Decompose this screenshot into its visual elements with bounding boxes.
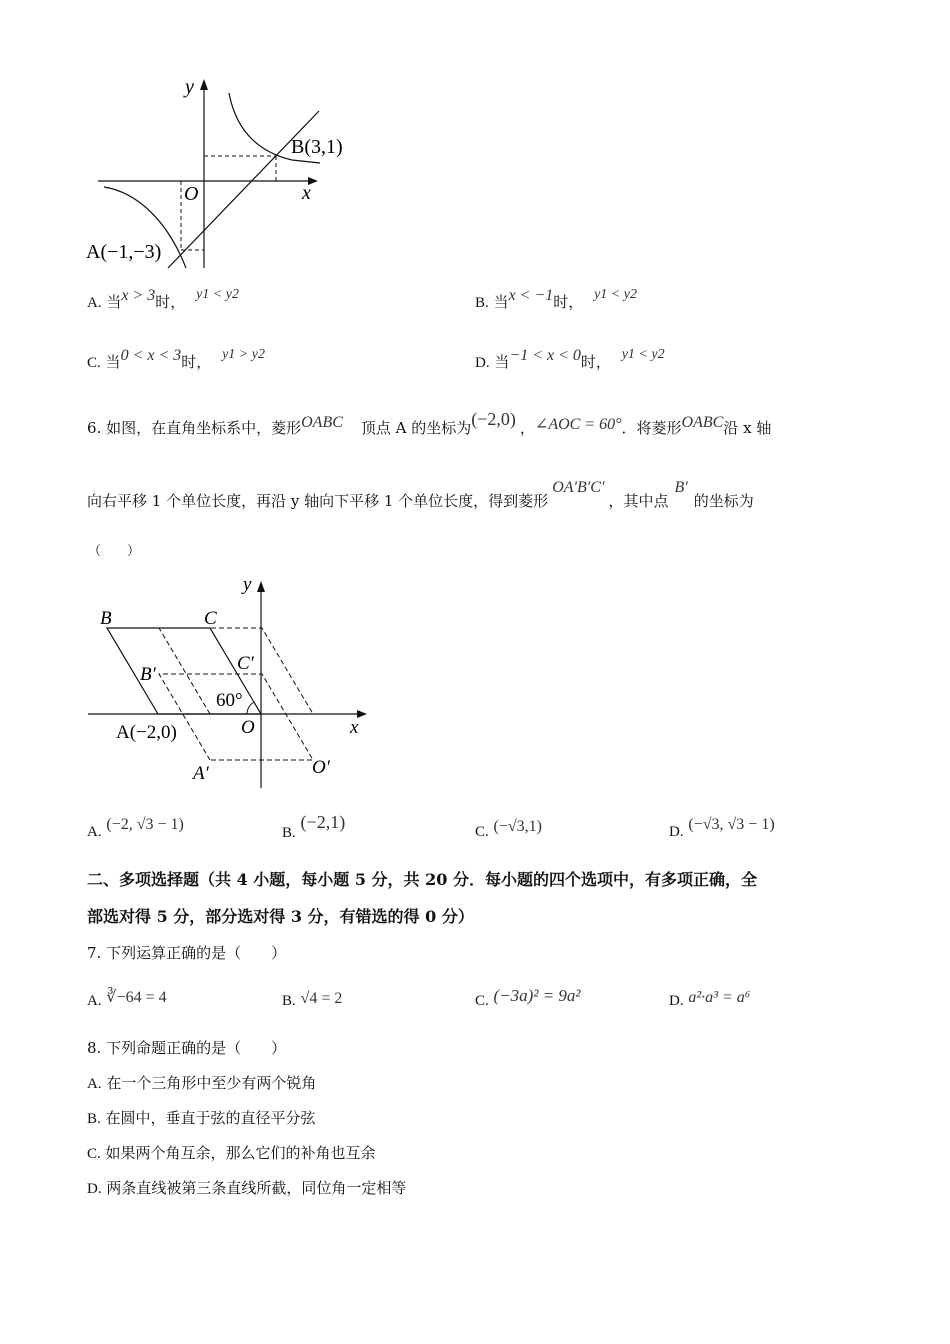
q7-stem: 7. 下列运算正确的是（ ） — [87, 944, 287, 962]
option-result: y1 > y2 — [222, 347, 265, 362]
q7-option-d[interactable] — [669, 990, 750, 1011]
option-value: (−2, √3 − 1) — [106, 816, 184, 833]
option-value: (−√3,1) — [493, 818, 543, 835]
q6-m3: ∠AOC = 60° — [534, 416, 622, 433]
option-label: C. — [87, 1146, 101, 1162]
q6-y-label: y — [243, 574, 252, 595]
q6-option-d[interactable] — [669, 816, 775, 842]
q5-point-b-label: B(3,1) — [291, 136, 343, 158]
option-label: B. — [282, 825, 296, 841]
q6-text3: ， — [519, 419, 535, 437]
option-suffix: 时， — [553, 293, 584, 311]
q6-text4: ．将菱形 — [621, 419, 682, 437]
option-label: D. — [475, 355, 490, 371]
q6-op-label: O′ — [312, 757, 330, 778]
q6-bp-label: B′ — [140, 664, 156, 685]
q6-option-a[interactable] — [87, 816, 184, 842]
q6-option-b[interactable] — [282, 812, 346, 843]
option-prefix: 当 — [493, 293, 509, 311]
option-prefix: 当 — [494, 353, 510, 371]
q8-option-d[interactable] — [87, 1178, 406, 1199]
q6-m6: B′ — [674, 479, 688, 496]
q5-option-a[interactable] — [87, 287, 239, 314]
q5-option-d[interactable] — [475, 347, 665, 374]
q5-point-a-label: A(−1,−3) — [86, 241, 162, 263]
option-label: C. — [475, 824, 489, 840]
q8-option-c[interactable] — [87, 1143, 376, 1164]
option-suffix: 时， — [155, 293, 186, 311]
q8-stem: 8. 下列命题正确的是（ ） — [87, 1039, 287, 1057]
q5-x-label: x — [302, 182, 311, 204]
q8-option-b[interactable] — [87, 1108, 316, 1129]
q6-m5: OA′B′C′ — [552, 479, 605, 496]
section-heading-line2: 部选对得 5 分，部分选对得 3 分，有错选的得 0 分） — [87, 907, 474, 926]
option-label: B. — [87, 1111, 101, 1127]
option-text: 在圆中，垂直于弦的直径平分弦 — [105, 1109, 316, 1127]
option-value: √4 = 2 — [300, 990, 343, 1007]
option-label: D. — [669, 993, 684, 1009]
option-text: 两条直线被第三条直线所截，同位角一定相等 — [106, 1179, 407, 1197]
q6-stem-line1 — [87, 409, 772, 439]
question-number: 6. — [87, 419, 102, 437]
q6-text2: 顶点 A 的坐标为 — [360, 419, 472, 437]
option-label: C. — [475, 993, 489, 1009]
q6-line2b: ，其中点 — [608, 492, 669, 510]
q5-origin-label: O — [184, 183, 199, 205]
option-label: D. — [87, 1181, 102, 1197]
option-result: y1 < y2 — [594, 287, 637, 302]
option-value: (−√3, √3 − 1) — [688, 816, 775, 833]
q6-figure — [85, 570, 370, 790]
option-text: 如果两个角互余，那么它们的补角也互余 — [105, 1144, 376, 1162]
option-condition: x > 3 — [121, 287, 156, 304]
q6-text5: 沿 x 轴 — [723, 419, 772, 437]
q6-o-label: O — [241, 717, 255, 738]
option-prefix: 当 — [106, 293, 122, 311]
q6-cp-label: C′ — [237, 653, 254, 674]
option-value: (−2,1) — [300, 812, 346, 832]
option-value: a²·a³ = a⁶ — [688, 989, 751, 1006]
q6-x-arrow-icon — [357, 710, 367, 718]
section-heading-line1: 二、多项选择题（共 4 小题，每小题 5 分，共 20 分．每小题的四个选项中，有多项正确，全 — [87, 870, 757, 889]
q6-y-arrow-icon — [257, 581, 265, 592]
q6-text1: 如图，在直角坐标系中，菱形 — [106, 419, 302, 437]
q5-y-label: y — [185, 76, 194, 98]
q6-m1: OABC — [301, 414, 343, 431]
q5-figure — [80, 70, 370, 280]
option-suffix: 时， — [580, 353, 611, 371]
q6-angle-label: 60° — [216, 690, 243, 711]
q6-rhombus-translated — [159, 674, 313, 760]
q5-y-arrow-icon — [200, 79, 208, 90]
q5-option-b[interactable] — [475, 287, 637, 314]
q6-paren: （ ） — [88, 544, 141, 559]
q6-option-c[interactable] — [475, 818, 543, 842]
option-label: B. — [282, 993, 296, 1009]
q6-line2c: 的坐标为 — [693, 492, 754, 510]
q6-ap-label: A′ — [193, 763, 209, 784]
option-result: y1 < y2 — [621, 347, 665, 362]
option-value: ∛−64 = 4 — [106, 989, 167, 1006]
q6-a-label: A(−2,0) — [116, 722, 177, 743]
option-condition: 0 < x < 3 — [120, 347, 182, 364]
option-value: (−3a)² = 9a² — [493, 986, 581, 1005]
q6-m4: OABC — [681, 414, 724, 431]
q6-x-label: x — [350, 717, 359, 738]
option-condition: −1 < x < 0 — [509, 347, 581, 364]
option-label: A. — [87, 824, 102, 840]
option-prefix: 当 — [105, 353, 121, 371]
q6-c-label: C — [204, 608, 217, 629]
option-suffix: 时， — [181, 353, 212, 371]
q7-option-c[interactable] — [475, 986, 581, 1011]
q5-option-c[interactable] — [87, 347, 265, 374]
option-result: y1 < y2 — [196, 287, 239, 302]
option-label: C. — [87, 355, 101, 371]
q6-b-label: B — [100, 608, 112, 629]
q7-option-b[interactable] — [282, 990, 342, 1011]
option-label: D. — [669, 824, 684, 840]
option-label: B. — [475, 295, 489, 311]
option-label: A. — [87, 295, 102, 311]
option-label: A. — [87, 1076, 102, 1092]
q6-stem-line2 — [87, 479, 754, 512]
q7-option-a[interactable] — [87, 990, 167, 1011]
option-condition: x < −1 — [508, 287, 554, 304]
q8-option-a[interactable] — [87, 1073, 316, 1094]
q6-line2a: 向右平移 1 个单位长度，再沿 y 轴向下平移 1 个单位长度，得到菱形 — [87, 492, 549, 510]
option-label: A. — [87, 993, 102, 1009]
option-text: 在一个三角形中至少有两个锐角 — [106, 1074, 317, 1092]
q6-angle-arc — [247, 702, 254, 714]
q6-m2: (−2,0) — [471, 409, 516, 429]
